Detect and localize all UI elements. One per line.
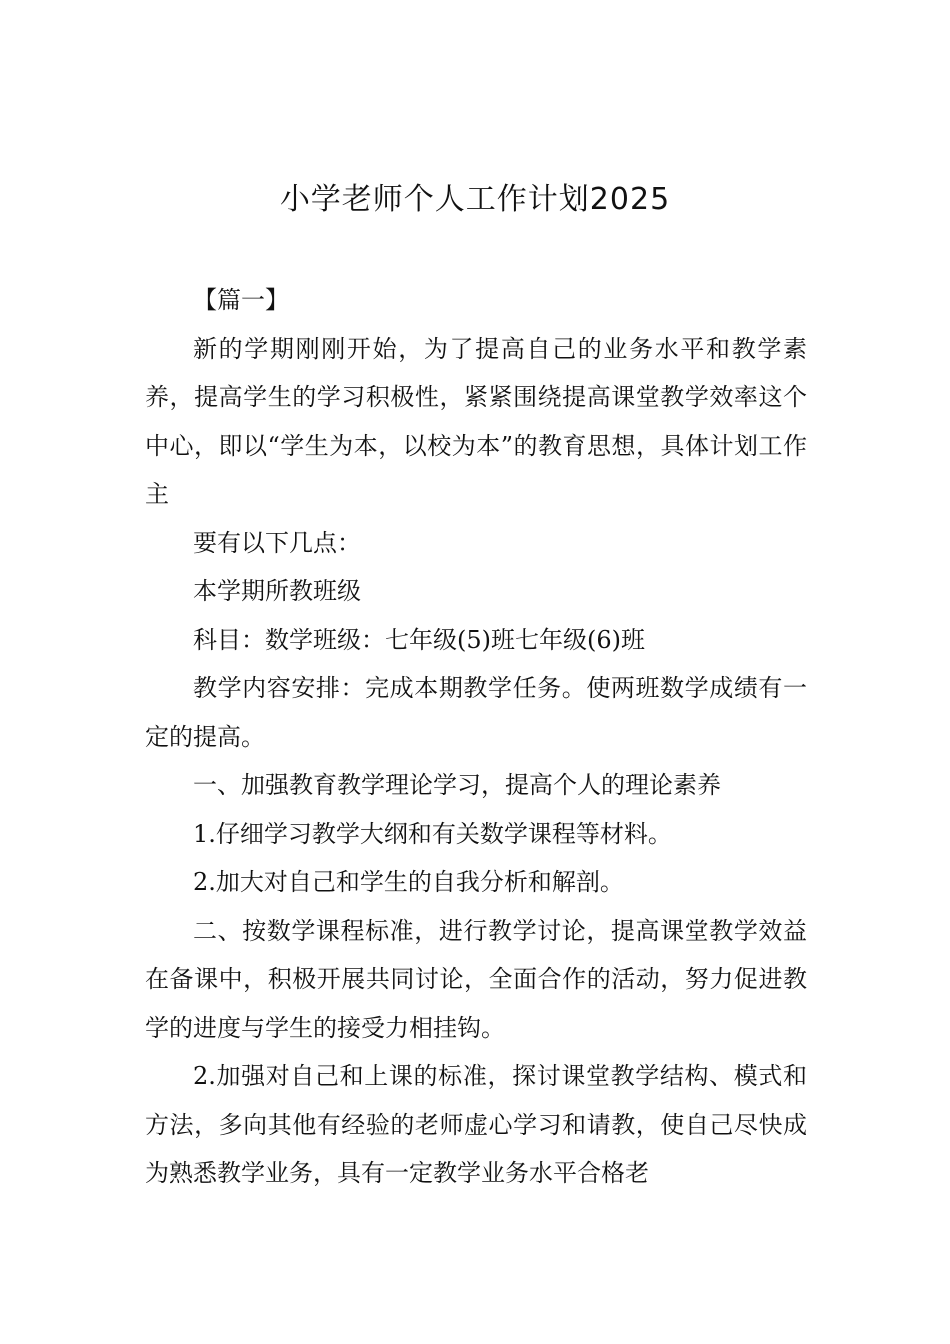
paragraph: 2.加强对自己和上课的标准，探讨课堂教学结构、模式和方法，多向其他有经验的老师虚心学习和请教，使自己尽快成为熟悉教学业务，具有一定教学业务水平合格老 <box>145 1062 807 1187</box>
paragraph: 科目：数学班级：七年级(5)班七年级(6)班 <box>193 625 645 654</box>
paragraph: 一、加强教育教学理论学习，提高个人的理论素养 <box>193 771 721 799</box>
document-body <box>145 276 807 1198</box>
document-title: 小学老师个人工作计划2025 <box>279 182 671 217</box>
paragraph: 教学内容安排：完成本期教学任务。使两班数学成绩有一定的提高。 <box>145 674 807 751</box>
paragraph: 二、按数学课程标准，进行教学讨论，提高课堂教学效益在备课中，积极开展共同讨论，全面合作的活动，努力促进教学的进度与学生的接受力相挂钩。 <box>145 916 807 1042</box>
paragraph: 1.仔细学习教学大纲和有关数学课程等材料。 <box>193 819 672 848</box>
paragraph: 2.加大对自己和学生的自我分析和解剖。 <box>193 868 624 896</box>
paragraph: 新的学期刚刚开始，为了提高自己的业务水平和教学素养，提高学生的学习积极性，紧紧围绕提高课堂教学效率这个中心，即以“学生为本，以校为本”的教育思想，具体计划工作主 <box>145 334 807 508</box>
paragraph: 本学期所教班级 <box>193 577 361 605</box>
section-heading: 【篇一】 <box>193 286 289 314</box>
paragraph: 要有以下几点： <box>193 528 361 557</box>
